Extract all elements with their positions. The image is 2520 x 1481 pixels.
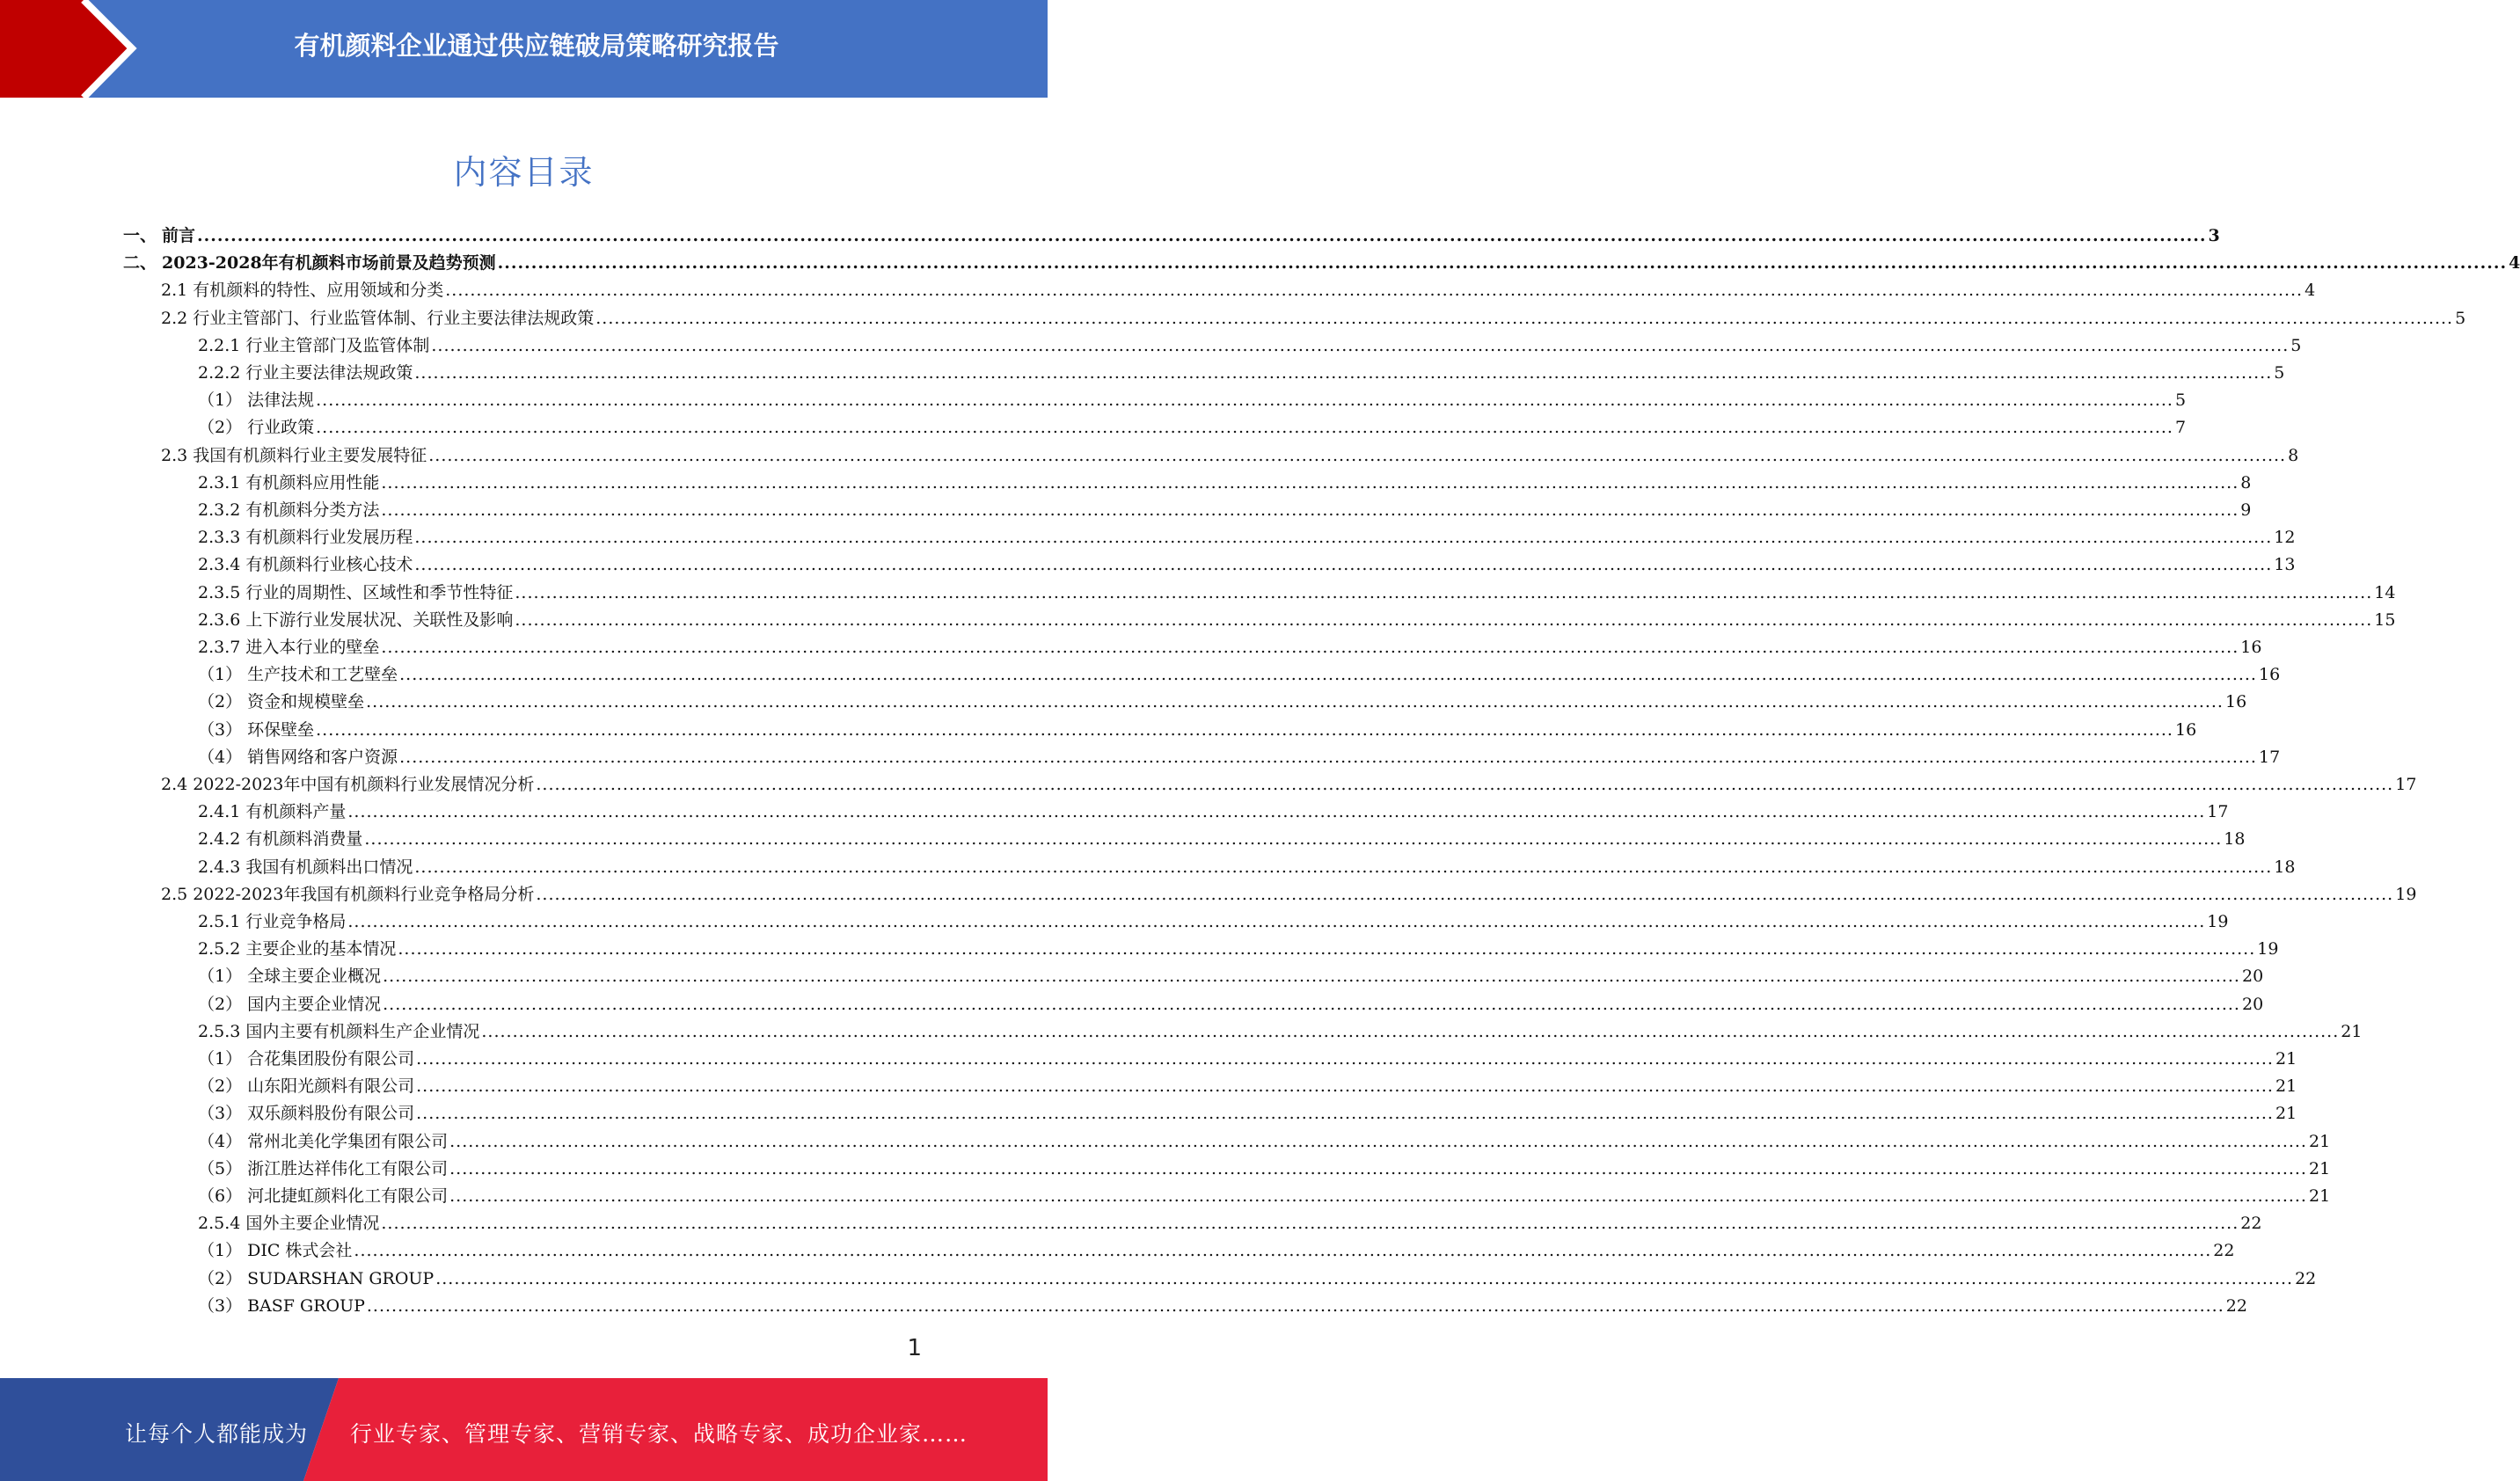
toc-entry[interactable] — [198, 497, 2252, 523]
toc-entry-page: 22 — [2213, 1241, 2235, 1261]
toc-entry-number: （4） — [198, 1131, 243, 1151]
toc-entry-label: 有机颜料分类方法 — [245, 500, 380, 520]
toc-entry-page: 19 — [2257, 939, 2279, 959]
toc-dot-leader: ............................................................................................................................................................................................................................................................................................................ — [381, 472, 2239, 492]
toc-entry-label: 常州北美化学集团有限公司 — [247, 1131, 449, 1151]
toc-entry[interactable] — [198, 1237, 2235, 1264]
toc-entry[interactable] — [198, 826, 2246, 852]
toc-entry[interactable] — [198, 1183, 2331, 1209]
toc-entry-label: 有机颜料产量 — [245, 802, 347, 822]
toc-dot-leader: ............................................................................................................................................................................................................................................................................................................ — [316, 390, 2173, 411]
toc-entry-page: 19 — [2207, 912, 2229, 931]
toc-entry-label: BASF GROUP — [247, 1295, 365, 1316]
toc-entry[interactable] — [198, 1018, 2363, 1045]
toc-entry-number: （2） — [198, 1268, 243, 1288]
toc-entry[interactable] — [123, 223, 2220, 249]
toc-entry-label: 生产技术和工艺壁垒 — [247, 665, 398, 685]
toc-entry[interactable] — [198, 991, 2264, 1018]
toc-entry-page: 22 — [2295, 1268, 2317, 1288]
toc-entry-label: 上下游行业发展状况、关联性及影响 — [245, 609, 514, 630]
toc-entry[interactable] — [198, 1266, 2317, 1292]
toc-dot-leader: ............................................................................................................................................................................................................................................................................................................ — [414, 857, 2273, 877]
toc-entry-label: 主要企业的基本情况 — [245, 939, 397, 959]
toc-dot-leader: ............................................................................................................................................................................................................................................................................................................ — [515, 582, 2373, 602]
toc-entry-label: 有机颜料行业发展历程 — [245, 528, 413, 548]
toc-entry-page: 20 — [2241, 967, 2264, 987]
toc-entry[interactable] — [198, 689, 2247, 715]
toc-entry[interactable] — [198, 360, 2285, 386]
toc-entry-label: DIC 株式会社 — [247, 1241, 353, 1261]
toc-entry-label: 环保壁垒 — [247, 719, 315, 740]
toc-entry-page: 17 — [2207, 802, 2229, 822]
toc-entry-page: 21 — [2341, 1021, 2363, 1041]
toc-entry-label: 我国有机颜料出口情况 — [245, 857, 413, 877]
toc-entry-number: （2） — [198, 692, 243, 712]
toc-dot-leader: ............................................................................................................................................................................................................................................................................................................ — [449, 1186, 2307, 1206]
page-footer-banner — [0, 1378, 1048, 1481]
toc-entry-label: 行业主要法律法规政策 — [245, 363, 413, 383]
toc-entry-number: 2.3 — [161, 445, 188, 465]
toc-dot-leader: ............................................................................................................................................................................................................................................................................................................ — [381, 1214, 2239, 1234]
toc-entry[interactable] — [198, 387, 2187, 413]
toc-entry-number: （2） — [198, 1076, 243, 1097]
toc-entry-page: 21 — [2308, 1131, 2331, 1151]
toc-entry-page: 14 — [2374, 582, 2396, 602]
toc-dot-leader: ............................................................................................................................................................................................................................................................................................................ — [536, 884, 2394, 904]
toc-entry[interactable] — [198, 936, 2279, 962]
toc-entry-page: 21 — [2275, 1076, 2297, 1097]
toc-entry-number: 一、 — [123, 226, 157, 245]
toc-entry[interactable] — [198, 524, 2296, 551]
toc-dot-leader: ............................................................................................................................................................................................................................................................................................................ — [366, 692, 2224, 712]
toc-entry[interactable] — [198, 1128, 2331, 1155]
toc-entry-page: 21 — [2275, 1104, 2297, 1124]
toc-entry-label: 有机颜料消费量 — [245, 829, 363, 850]
toc-entry-page: 4 — [2305, 281, 2316, 301]
toc-entry-page: 7 — [2174, 418, 2187, 438]
toc-entry-number: 2.1 — [161, 281, 188, 301]
toc-entry[interactable] — [198, 908, 2229, 935]
toc-entry[interactable] — [198, 470, 2252, 496]
toc-entry-page: 16 — [2258, 665, 2281, 685]
toc-entry[interactable] — [198, 854, 2296, 880]
toc-entry-page: 17 — [2258, 747, 2281, 767]
toc-entry-label: 行业主管部门及监管体制 — [245, 335, 430, 355]
toc-dot-leader: ............................................................................................................................................................................................................................................................................................................ — [197, 226, 2207, 245]
toc-dot-leader: ............................................................................................................................................................................................................................................................................................................ — [354, 1241, 2212, 1261]
toc-dot-leader: ............................................................................................................................................................................................................................................................................................................ — [431, 335, 2290, 355]
toc-entry[interactable] — [198, 661, 2281, 688]
toc-heading: 内容目录 — [453, 153, 595, 192]
toc-entry-page: 18 — [2274, 857, 2296, 877]
toc-entry-page: 8 — [2288, 445, 2299, 465]
toc-entry-page: 5 — [2274, 363, 2285, 383]
toc-entry-label: 有机颜料行业核心技术 — [245, 555, 413, 575]
toc-entry-number: （1） — [198, 665, 243, 685]
toc-entry-page: 3 — [2208, 226, 2220, 245]
toc-entry[interactable] — [198, 744, 2281, 770]
toc-entry-label: 国内主要有机颜料生产企业情况 — [245, 1021, 480, 1041]
toc-entry-label: 行业主管部门、行业监管体制、行业主要法律法规政策 — [193, 308, 595, 328]
toc-dot-leader: ............................................................................................................................................................................................................................................................................................................ — [515, 609, 2373, 630]
toc-dot-leader: ............................................................................................................................................................................................................................................................................................................ — [595, 308, 2454, 328]
toc-entry-label: 双乐颜料股份有限公司 — [247, 1104, 415, 1124]
toc-entry-number: 2.3.7 — [198, 638, 241, 657]
toc-dot-leader: ............................................................................................................................................................................................................................................................................................................ — [316, 719, 2173, 740]
toc-entry-number: 2.2.2 — [198, 363, 241, 383]
toc-entry-number: 2.4.1 — [198, 802, 241, 822]
toc-entry-label: 行业竞争格局 — [245, 912, 347, 931]
toc-entry-label: 2022-2023年我国有机颜料行业竞争格局分析 — [193, 884, 535, 904]
toc-entry-page: 20 — [2241, 994, 2264, 1014]
page-number: 1 — [907, 1335, 922, 1361]
toc-entry-label: 合花集团股份有限公司 — [247, 1049, 415, 1069]
toc-entry-label: 国外主要企业情况 — [245, 1214, 380, 1234]
toc-entry-label: 前言 — [162, 226, 196, 245]
toc-entry-label: 2023-2028年有机颜料市场前景及趋势预测 — [162, 253, 496, 274]
toc-entry[interactable] — [161, 881, 2417, 908]
toc-dot-leader: ............................................................................................................................................................................................................................................................................................................ — [399, 747, 2257, 767]
toc-entry-page: 21 — [2308, 1186, 2331, 1206]
toc-entry-label: 国内主要企业情况 — [247, 994, 382, 1014]
toc-entry[interactable] — [198, 1100, 2297, 1127]
toc-entry[interactable] — [161, 771, 2417, 798]
toc-entry-number: 2.3.4 — [198, 555, 241, 575]
toc-entry-label: 进入本行业的壁垒 — [245, 638, 380, 657]
report-title: 有机颜料企业通过供应链破局策略研究报告 — [294, 31, 779, 61]
toc-dot-leader: ............................................................................................................................................................................................................................................................................................................ — [381, 638, 2239, 657]
toc-entry-page: 12 — [2274, 528, 2296, 548]
toc-entry-page: 4 — [2509, 253, 2520, 274]
toc-entry-label: 有机颜料应用性能 — [245, 472, 380, 492]
toc-entry-page: 15 — [2374, 609, 2396, 630]
toc-entry-number: （3） — [198, 719, 243, 740]
toc-entry-number: 2.5 — [161, 884, 188, 904]
toc-entry-page: 17 — [2395, 775, 2417, 794]
toc-entry-label: 山东阳光颜料有限公司 — [247, 1076, 415, 1097]
toc-entry-page: 16 — [2174, 719, 2197, 740]
toc-entry-number: （1） — [198, 1241, 243, 1261]
toc-dot-leader: ............................................................................................................................................................................................................................................................................................................ — [536, 775, 2394, 794]
toc-entry-page: 19 — [2395, 884, 2417, 904]
toc-entry-page: 13 — [2274, 555, 2296, 575]
toc-entry-page: 22 — [2240, 1214, 2262, 1234]
toc-entry-label: 全球主要企业概况 — [247, 967, 382, 987]
toc-entry-label: 有机颜料的特性、应用领域和分类 — [193, 281, 444, 301]
toc-entry-page: 18 — [2224, 829, 2246, 850]
toc-dot-leader: ............................................................................................................................................................................................................................................................................................................ — [316, 418, 2173, 438]
toc-entry[interactable] — [123, 250, 2520, 276]
toc-dot-leader: ............................................................................................................................................................................................................................................................................................................ — [414, 555, 2273, 575]
toc-dot-leader: ............................................................................................................................................................................................................................................................................................................ — [416, 1076, 2274, 1097]
toc-entry[interactable] — [198, 634, 2262, 660]
toc-entry[interactable] — [198, 1046, 2297, 1072]
toc-dot-leader: ............................................................................................................................................................................................................................................................................................................ — [445, 281, 2304, 301]
toc-entry-page: 21 — [2275, 1049, 2297, 1069]
toc-dot-leader: ............................................................................................................................................................................................................................................................................................................ — [347, 802, 2206, 822]
toc-entry-number: （1） — [198, 967, 243, 987]
toc-entry-page: 21 — [2308, 1158, 2331, 1178]
toc-entry-number: （6） — [198, 1186, 243, 1206]
toc-entry-page: 5 — [2290, 335, 2302, 355]
toc-entry-page: 9 — [2240, 500, 2252, 520]
toc-entry-number: 2.5.1 — [198, 912, 241, 931]
toc-dot-leader: ............................................................................................................................................................................................................................................................................................................ — [399, 665, 2257, 685]
toc-entry-number: 2.3.3 — [198, 528, 241, 548]
toc-entry[interactable] — [198, 580, 2396, 606]
toc-entry-number: 2.5.2 — [198, 939, 241, 959]
toc-entry-number: 二、 — [123, 253, 157, 274]
toc-entry-number: 2.3.2 — [198, 500, 241, 520]
toc-entry-number: 2.4 — [161, 775, 188, 794]
toc-entry[interactable] — [198, 1293, 2247, 1319]
toc-entry-number: 2.5.4 — [198, 1214, 241, 1234]
toc-dot-leader: ............................................................................................................................................................................................................................................................................................................ — [449, 1158, 2307, 1178]
toc-dot-leader: ............................................................................................................................................................................................................................................................................................................ — [414, 363, 2273, 383]
toc-entry-page: 16 — [2224, 692, 2247, 712]
toc-entry-number: （3） — [198, 1295, 243, 1316]
toc-entry-page: 22 — [2225, 1295, 2247, 1316]
toc-entry[interactable] — [198, 1156, 2331, 1182]
toc-entry-label: 2022-2023年中国有机颜料行业发展情况分析 — [193, 775, 535, 794]
toc-entry-label: 行业政策 — [247, 418, 315, 438]
toc-entry-page: 8 — [2240, 472, 2252, 492]
toc-entry-label: 法律法规 — [247, 390, 315, 411]
toc-dot-leader: ............................................................................................................................................................................................................................................................................................................ — [449, 1131, 2307, 1151]
toc-entry[interactable] — [198, 414, 2187, 441]
toc-entry-page: 16 — [2240, 638, 2262, 657]
toc-entry[interactable] — [198, 1210, 2262, 1237]
toc-entry[interactable] — [198, 332, 2302, 359]
toc-dot-leader: ............................................................................................................................................................................................................................................................................................................ — [398, 939, 2256, 959]
toc-entry[interactable] — [198, 799, 2229, 825]
toc-dot-leader: ............................................................................................................................................................................................................................................................................................................ — [366, 1295, 2224, 1316]
toc-entry[interactable] — [198, 551, 2296, 578]
toc-entry-label: 我国有机颜料行业主要发展特征 — [193, 445, 427, 465]
toc-entry-label: 销售网络和客户资源 — [247, 747, 398, 767]
toc-entry-number: （5） — [198, 1158, 243, 1178]
toc-entry-page: 5 — [2455, 308, 2466, 328]
toc-entry[interactable] — [198, 1073, 2297, 1099]
toc-entry[interactable] — [161, 277, 2316, 303]
toc-entry-number: （2） — [198, 418, 243, 438]
toc-entry-number: （2） — [198, 994, 243, 1014]
toc-entry-label: 浙江胜达祥伟化工有限公司 — [247, 1158, 449, 1178]
toc-entry-number: （1） — [198, 1049, 243, 1069]
toc-entry-number: 2.4.3 — [198, 857, 241, 877]
toc-dot-leader: ............................................................................................................................................................................................................................................................................................................ — [481, 1021, 2340, 1041]
footer-slogan-right: 行业专家、管理专家、营销专家、战略专家、成功企业家…… — [350, 1421, 968, 1447]
toc-entry-number: 2.3.1 — [198, 472, 241, 492]
toc-entry-number: 2.3.5 — [198, 582, 241, 602]
toc-entry[interactable] — [161, 442, 2299, 469]
toc-entry-label: 河北捷虹颜料化工有限公司 — [247, 1186, 449, 1206]
toc-entry-number: 2.2.1 — [198, 335, 241, 355]
toc-dot-leader: ............................................................................................................................................................................................................................................................................................................ — [416, 1104, 2274, 1124]
toc-entry[interactable] — [198, 963, 2264, 989]
toc-dot-leader: ............................................................................................................................................................................................................................................................................................................ — [383, 967, 2240, 987]
toc-dot-leader: ............................................................................................................................................................................................................................................................................................................ — [347, 912, 2206, 931]
toc-dot-leader: ............................................................................................................................................................................................................................................................................................................ — [414, 528, 2273, 548]
toc-dot-leader: ............................................................................................................................................................................................................................................................................................................ — [428, 445, 2287, 465]
toc-entry-number: 2.5.3 — [198, 1021, 241, 1041]
toc-entry-number: 2.2 — [161, 308, 188, 328]
toc-entry-number: （1） — [198, 390, 243, 411]
toc-entry-page: 5 — [2174, 390, 2187, 411]
toc-entry-number: 2.4.2 — [198, 829, 241, 850]
toc-entry-number: （3） — [198, 1104, 243, 1124]
toc-entry-number: 2.3.6 — [198, 609, 241, 630]
toc-dot-leader: ............................................................................................................................................................................................................................................................................................................ — [383, 994, 2240, 1014]
toc-entry-number: （4） — [198, 747, 243, 767]
toc-dot-leader: ............................................................................................................................................................................................................................................................................................................ — [435, 1268, 2294, 1288]
toc-dot-leader: ............................................................................................................................................................................................................................................................................................................ — [416, 1049, 2274, 1069]
toc-entry[interactable] — [198, 717, 2197, 743]
toc-entry-label: 行业的周期性、区域性和季节性特征 — [245, 582, 514, 602]
toc-dot-leader: ............................................................................................................................................................................................................................................................................................................ — [381, 500, 2239, 520]
toc-dot-leader: ............................................................................................................................................................................................................................................................................................................ — [364, 829, 2223, 850]
toc-entry[interactable] — [198, 607, 2396, 633]
toc-entry-label: SUDARSHAN GROUP — [247, 1268, 435, 1288]
toc-dot-leader: ............................................................................................................................................................................................................................................................................................................ — [497, 253, 2508, 274]
toc-entry-label: 资金和规模壁垒 — [247, 692, 365, 712]
toc-entry[interactable] — [161, 305, 2466, 332]
footer-slogan-left: 让每个人都能成为 — [125, 1421, 309, 1447]
